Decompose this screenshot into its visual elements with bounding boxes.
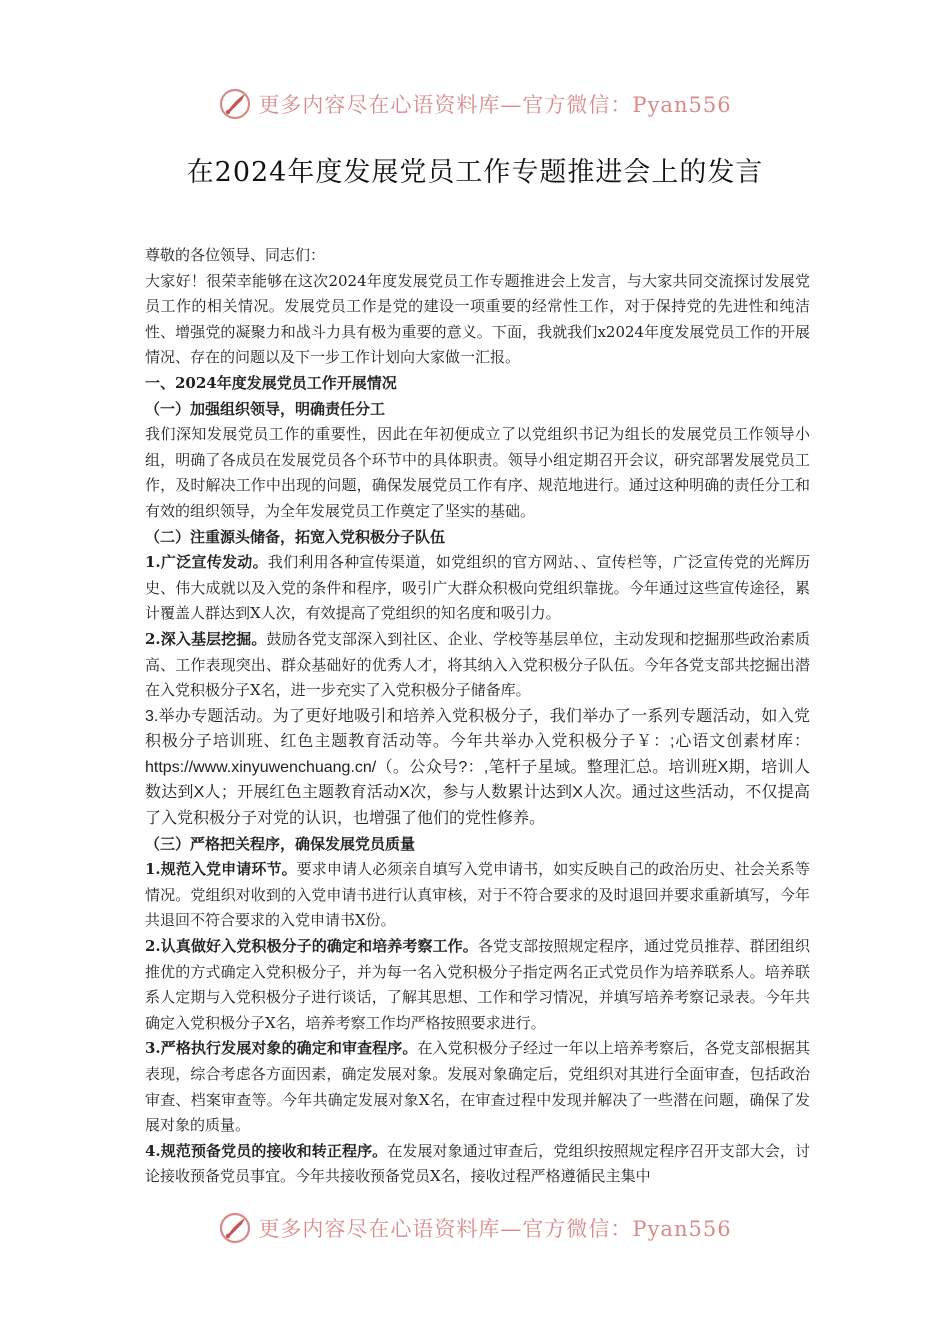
- brush-logo-icon: [218, 87, 252, 121]
- watermark-text: 更多内容尽在心语资料库—官方微信：Pyan556: [258, 93, 732, 117]
- item-lead: 4.规范预备党员的接收和转正程序。: [145, 1141, 388, 1160]
- watermark-banner-bottom: [0, 1208, 950, 1248]
- item-body: 要求申请人必须亲自填写入党申请书，如实反映自己的政治历史、社会关系等情况。党组织对收到的入党申请书进行认真审核，对于不符合要求的及时退回并要求重新填写，今年共退回不符合要求的入党申请书X份。: [145, 860, 810, 930]
- list-item: [145, 1036, 810, 1138]
- intro-paragraph: 大家好！很荣幸能够在这次2024年度发展党员工作专题推进会上发言，与大家共同交流探讨发展党员工作的相关情况。发展党员工作是党的建设一项重要的经常性工作，对于保持党的先进性和纯洁性、增强党的凝聚力和战斗力具有极为重要的意义。下面，我就我们x2024年度发展党员工作的开展情况、存在的问题以及下一步工作计划向大家做一汇报。: [145, 271, 810, 367]
- list-item: [145, 550, 810, 627]
- item-lead: 1.广泛宣传发动。: [145, 553, 268, 572]
- section-heading: 一、2024年度发展党员工作开展情况: [145, 373, 397, 392]
- item-body: 我们利用各种宣传渠道，如党组织的官方网站、、宣传栏等，广泛宣传党的光辉历史、伟大成就以及入党的条件和程序，吸引广大群众积极向党组织靠拢。今年通过这些宣传途径，累计覆盖人群达到X人次，有效提高了党组织的知名度和吸引力。: [145, 553, 810, 623]
- item-body: 在发展对象通过审查后，党组织按照规定程序召开支部大会，讨论接收预备党员事宜。今年共接收预备党员X名，接收过程严格遵循民主集中: [145, 1141, 810, 1186]
- item-body: 3.举办专题活动。为了更好地吸引和培养入党积极分子，我们举办了一系列专题活动，如入党积极分子培训班、红色主题教育活动等。今年共举办入党积极分子￥：;心语文创素材库：https://www.xinyuwenchuang.cn/（。公众号?：,笔杆子星域。整理汇总。培训班X期，培训人数达到X人；开展红色主题教育活动X次，参与人数累计达到X人次。通过这些活动，不仅提高了入党积极分子对党的认识，也增强了他们的党性修养。: [145, 707, 810, 828]
- subsection-heading: （三）严格把关程序，确保发展党员质量: [145, 834, 416, 853]
- list-item: [145, 934, 810, 1036]
- item-body: 各党支部按照规定程序，通过党员推荐、群团组织推优的方式确定入党积极分子，并为每一名入党积极分子指定两名正式党员作为培养联系人。培养联系人定期与入党积极分子进行谈话，了解其思想、工作和学习情况，并填写培养考察记录表。今年共确定入党积极分子X名，培养考察工作均严格按照要求进行。: [145, 937, 810, 1032]
- item-body: 鼓励各党支部深入到社区、企业、学校等基层单位，主动发现和挖掘那些政治素质高、工作表现突出、群众基础好的优秀人才，将其纳入入党积极分子队伍。今年各党支部共挖掘出潜在入党积极分子X名，进一步充实了入党积极分子储备库。: [145, 629, 810, 700]
- subsection-heading: （一）加强组织领导，明确责任分工: [145, 399, 386, 418]
- list-item: [145, 627, 810, 704]
- list-item: [145, 1139, 810, 1190]
- item-lead: 2.深入基层挖掘。: [145, 629, 267, 648]
- subsection-heading: （二）注重源头储备，拓宽入党积极分子队伍: [145, 527, 446, 546]
- list-item: [145, 857, 810, 934]
- item-lead: 2.认真做好入党积极分子的确定和培养考察工作。: [145, 937, 478, 956]
- document-body: [145, 243, 810, 1190]
- item-lead: 1.规范入党申请环节。: [145, 860, 297, 879]
- item-lead: 3.严格执行发展对象的确定和审查程序。: [145, 1039, 418, 1058]
- watermark-text: 更多内容尽在心语资料库—官方微信：Pyan556: [258, 1217, 732, 1241]
- greeting: 尊敬的各位领导、同志们：: [145, 246, 326, 264]
- item-body: 在入党积极分子经过一年以上培养考察后，各党支部根据其表现，综合考虑各方面因素，确定发展对象。发展对象确定后，党组织对其进行全面审查，包括政治审查、档案审查等。今年共确定发展对象X名，在审查过程中发现并解决了一些潜在问题，确保了发展对象的质量。: [145, 1039, 810, 1135]
- watermark-banner-top: [0, 84, 950, 124]
- document-title: 在2024年度发展党员工作专题推进会上的发言: [186, 157, 764, 188]
- list-item: [145, 704, 810, 832]
- brush-logo-icon: [218, 1211, 252, 1245]
- paragraph: 我们深知发展党员工作的重要性，因此在年初便成立了以党组织书记为组长的发展党员工作领导小组，明确了各成员在发展党员各个环节中的具体职责。领导小组定期召开会议，研究部署发展党员工作，及时解决工作中出现的问题，确保发展党员工作有序、规范地进行。通过这种明确的责任分工和有效的组织领导，为全年发展党员工作奠定了坚实的基础。: [145, 425, 810, 520]
